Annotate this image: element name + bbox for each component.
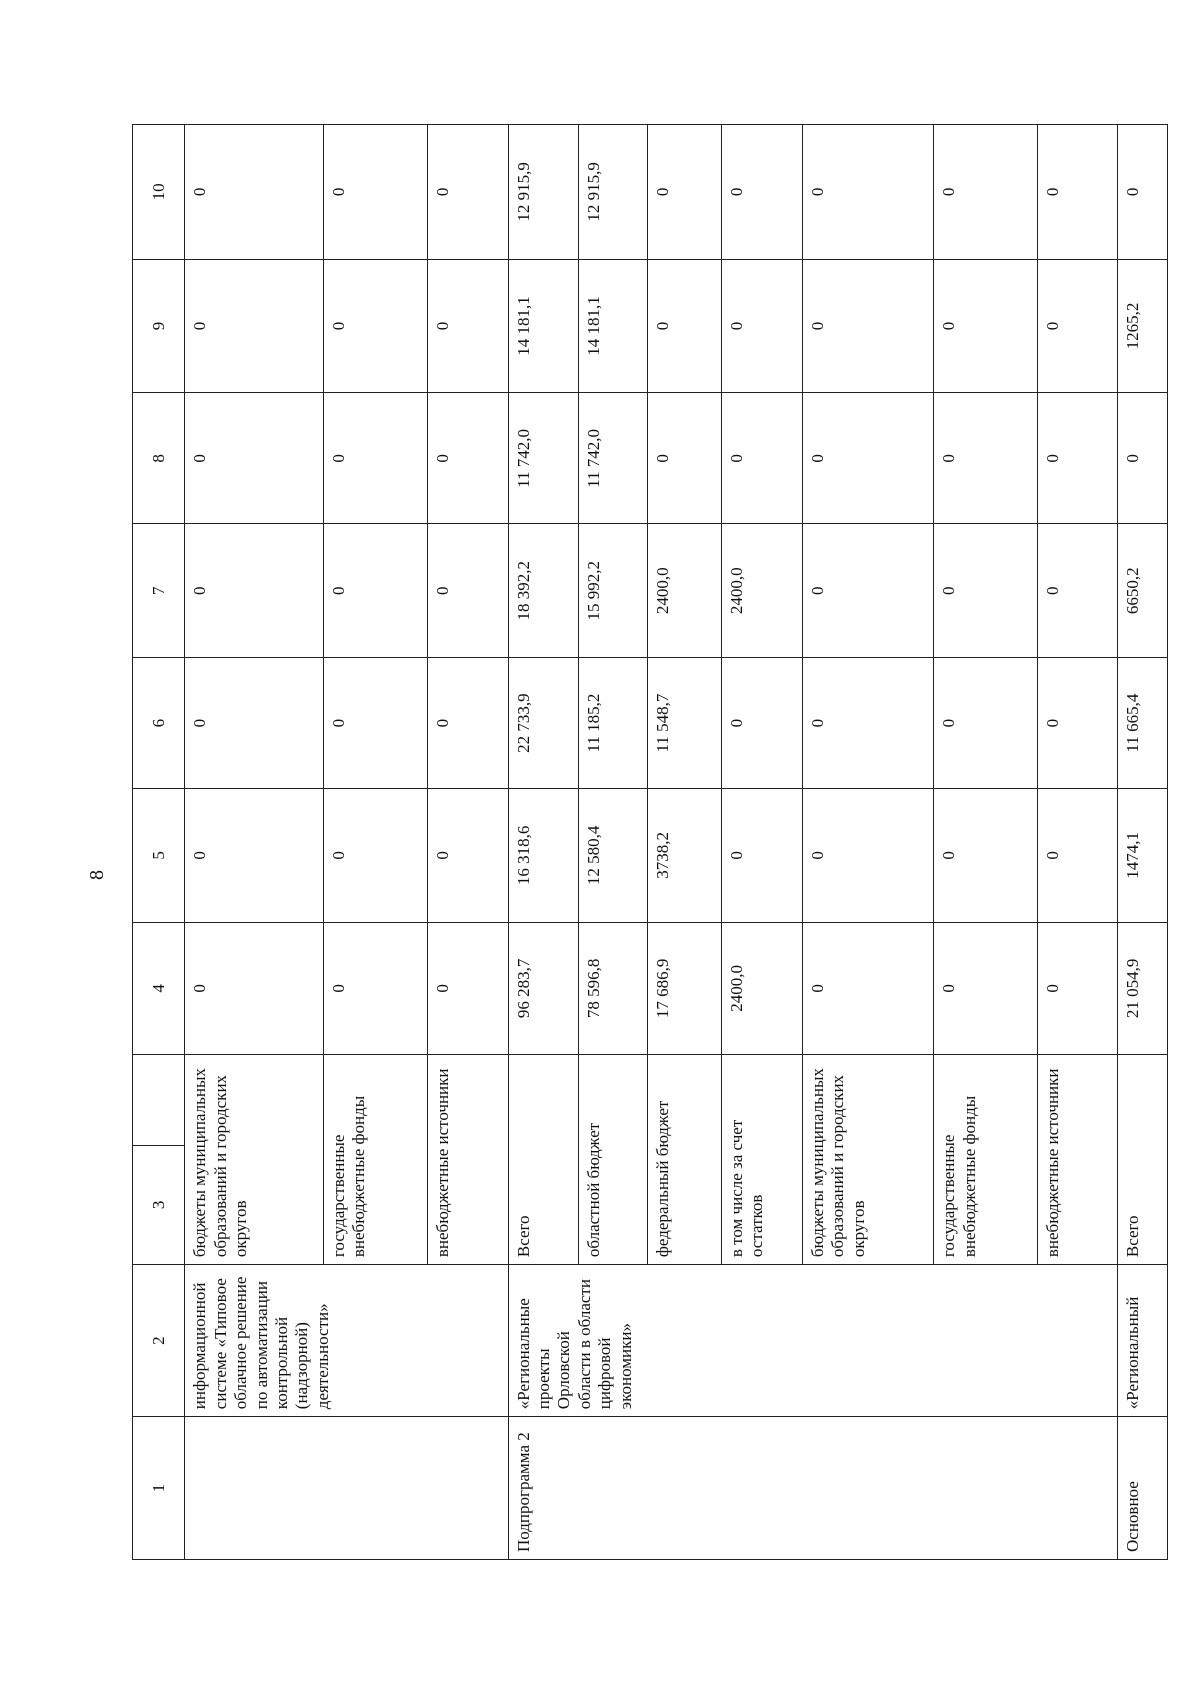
table-row: [185, 125, 323, 1560]
header-row: [133, 125, 185, 1560]
header-cell: 3: [133, 1145, 185, 1265]
value-cell: 0: [648, 259, 722, 393]
funding-source-cell: областной бюджет: [578, 1055, 647, 1265]
value-cell: 96 283,7: [508, 922, 578, 1054]
funding-source-cell: бюджеты муниципальных образований и городских округов: [185, 1055, 323, 1265]
value-cell: 0: [803, 922, 934, 1054]
program-code-cell: [185, 1417, 508, 1560]
value-cell: 0: [803, 125, 934, 260]
value-cell: 22 733,9: [508, 657, 578, 788]
value-cell: 21 054,9: [1117, 922, 1167, 1054]
value-cell: 0: [323, 393, 427, 524]
value-cell: 0: [427, 125, 508, 260]
header-cell: 2: [133, 1265, 185, 1417]
program-name-cell: «Региональный: [1117, 1265, 1167, 1417]
funding-source-cell: государственные внебюджетные фонды: [934, 1055, 1038, 1265]
value-cell: 0: [934, 259, 1038, 393]
value-cell: 0: [427, 789, 508, 923]
value-cell: 1474,1: [1117, 789, 1167, 923]
value-cell: 11 548,7: [648, 657, 722, 788]
value-cell: 0: [934, 524, 1038, 658]
program-name-cell: «Региональные проекты Орловской области в области цифровой экономики»: [508, 1265, 1117, 1417]
funding-source-cell: федеральный бюджет: [648, 1055, 722, 1265]
program-code-cell: Подпрограмма 2: [508, 1417, 1117, 1560]
header-cell: 6: [133, 657, 185, 788]
value-cell: 0: [427, 393, 508, 524]
value-cell: 14 181,1: [508, 259, 578, 393]
value-cell: 0: [934, 789, 1038, 923]
value-cell: 0: [722, 393, 803, 524]
value-cell: 11 742,0: [508, 393, 578, 524]
value-cell: 0: [185, 524, 323, 658]
value-cell: 0: [323, 789, 427, 923]
value-cell: 3738,2: [648, 789, 722, 923]
value-cell: 16 318,6: [508, 789, 578, 923]
header-cell: 9: [133, 259, 185, 393]
value-cell: 1265,2: [1117, 259, 1167, 393]
table-row: [508, 125, 578, 1560]
value-cell: 78 596,8: [578, 922, 647, 1054]
funding-source-cell: внебюджетные источники: [427, 1055, 508, 1265]
value-cell: 0: [803, 524, 934, 658]
value-cell: 0: [185, 393, 323, 524]
value-cell: 2400,0: [648, 524, 722, 658]
table-row: [1117, 125, 1167, 1560]
funding-source-cell: Всего: [508, 1055, 578, 1265]
value-cell: 0: [934, 922, 1038, 1054]
value-cell: 0: [427, 922, 508, 1054]
value-cell: 0: [323, 922, 427, 1054]
value-cell: 11 742,0: [578, 393, 647, 524]
value-cell: 0: [722, 789, 803, 923]
value-cell: 0: [427, 657, 508, 788]
funding-source-cell: бюджеты муниципальных образований и городских округов: [803, 1055, 934, 1265]
value-cell: 6650,2: [1117, 524, 1167, 658]
header-cell: 5: [133, 789, 185, 923]
value-cell: 0: [185, 657, 323, 788]
value-cell: 0: [722, 657, 803, 788]
header-cell: 7: [133, 524, 185, 658]
header-cell: 4: [133, 922, 185, 1054]
funding-source-cell: внебюджетные источники: [1037, 1055, 1117, 1265]
value-cell: 0: [427, 259, 508, 393]
value-cell: 0: [648, 125, 722, 260]
value-cell: 0: [803, 657, 934, 788]
header-cell: [133, 1055, 185, 1146]
value-cell: 0: [803, 393, 934, 524]
value-cell: 0: [1037, 789, 1117, 923]
value-cell: 0: [803, 789, 934, 923]
value-cell: 0: [1037, 125, 1117, 260]
header-cell: 1: [133, 1417, 185, 1560]
value-cell: 0: [1037, 657, 1117, 788]
value-cell: 12 915,9: [578, 125, 647, 260]
value-cell: 0: [1037, 393, 1117, 524]
value-cell: 15 992,2: [578, 524, 647, 658]
value-cell: 11 665,4: [1117, 657, 1167, 788]
value-cell: 0: [427, 524, 508, 658]
rotated-table-container: [132, 124, 1168, 1560]
value-cell: 0: [1037, 524, 1117, 658]
value-cell: 0: [722, 125, 803, 260]
value-cell: 2400,0: [722, 922, 803, 1054]
header-cell: 10: [133, 125, 185, 260]
program-code-cell: Основное: [1117, 1417, 1167, 1560]
value-cell: 12 580,4: [578, 789, 647, 923]
value-cell: 0: [934, 125, 1038, 260]
value-cell: 0: [323, 657, 427, 788]
value-cell: 0: [323, 524, 427, 658]
program-name-cell: информационной системе «Типовое облачное решение по автоматизации контрольной (надзорной) деятельности»: [185, 1265, 508, 1417]
value-cell: 0: [1037, 922, 1117, 1054]
value-cell: 0: [934, 393, 1038, 524]
value-cell: 0: [803, 259, 934, 393]
header-cell: 8: [133, 393, 185, 524]
value-cell: 17 686,9: [648, 922, 722, 1054]
value-cell: 2400,0: [722, 524, 803, 658]
value-cell: 0: [323, 125, 427, 260]
value-cell: 18 392,2: [508, 524, 578, 658]
value-cell: 11 185,2: [578, 657, 647, 788]
funding-source-cell: Всего: [1117, 1055, 1167, 1265]
funding-source-cell: государственные внебюджетные фонды: [323, 1055, 427, 1265]
value-cell: 0: [722, 259, 803, 393]
value-cell: 0: [1037, 259, 1117, 393]
value-cell: 0: [934, 657, 1038, 788]
value-cell: 0: [185, 125, 323, 260]
value-cell: 0: [185, 789, 323, 923]
value-cell: 0: [1117, 393, 1167, 524]
value-cell: 14 181,1: [578, 259, 647, 393]
value-cell: 0: [648, 393, 722, 524]
value-cell: 0: [185, 259, 323, 393]
budget-table: [132, 124, 1168, 1560]
value-cell: 12 915,9: [508, 125, 578, 260]
funding-source-cell: в том числе за счет остатков: [722, 1055, 803, 1265]
page-number: 8: [86, 870, 108, 880]
value-cell: 0: [185, 922, 323, 1054]
value-cell: 0: [1117, 125, 1167, 260]
value-cell: 0: [323, 259, 427, 393]
